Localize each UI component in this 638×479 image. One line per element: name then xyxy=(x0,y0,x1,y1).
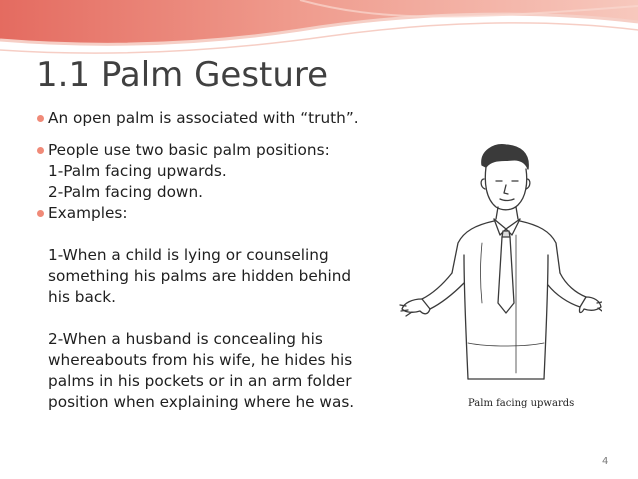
bullet-dot-icon xyxy=(37,210,44,217)
bullet-dot-icon xyxy=(37,115,44,122)
header-decoration xyxy=(0,0,638,62)
example-line: 1-When a child is lying or counseling xyxy=(48,246,329,264)
slide-body xyxy=(48,108,408,413)
bullet-text: Examples: xyxy=(48,204,128,222)
figure-caption: Palm facing upwards xyxy=(468,398,575,409)
page-number: 4 xyxy=(602,456,609,467)
bullet-text: An open palm is associated with “truth”. xyxy=(48,109,359,127)
example-line: palms in his pockets or in an arm folder xyxy=(48,372,352,390)
bullet-palm-positions xyxy=(48,140,408,203)
man-palms-up-illustration xyxy=(398,143,602,383)
example-husband xyxy=(48,329,408,413)
bullet-examples xyxy=(48,203,408,224)
example-child xyxy=(48,245,408,308)
bullet-dot-icon xyxy=(37,147,44,154)
bullet-subline: 1-Palm facing upwards. xyxy=(48,162,227,180)
example-line: 2-When a husband is concealing his xyxy=(48,330,323,348)
bullet-text: People use two basic palm positions: xyxy=(48,141,330,159)
bullet-subline: 2-Palm facing down. xyxy=(48,183,204,201)
example-line: position when explaining where he was. xyxy=(48,393,355,411)
example-line: something his palms are hidden behind xyxy=(48,267,352,285)
example-line: whereabouts from his wife, he hides his xyxy=(48,351,353,369)
example-line: his back. xyxy=(48,288,116,306)
bullet-truth xyxy=(48,108,408,129)
slide-title: 1.1 Palm Gesture xyxy=(36,55,329,95)
